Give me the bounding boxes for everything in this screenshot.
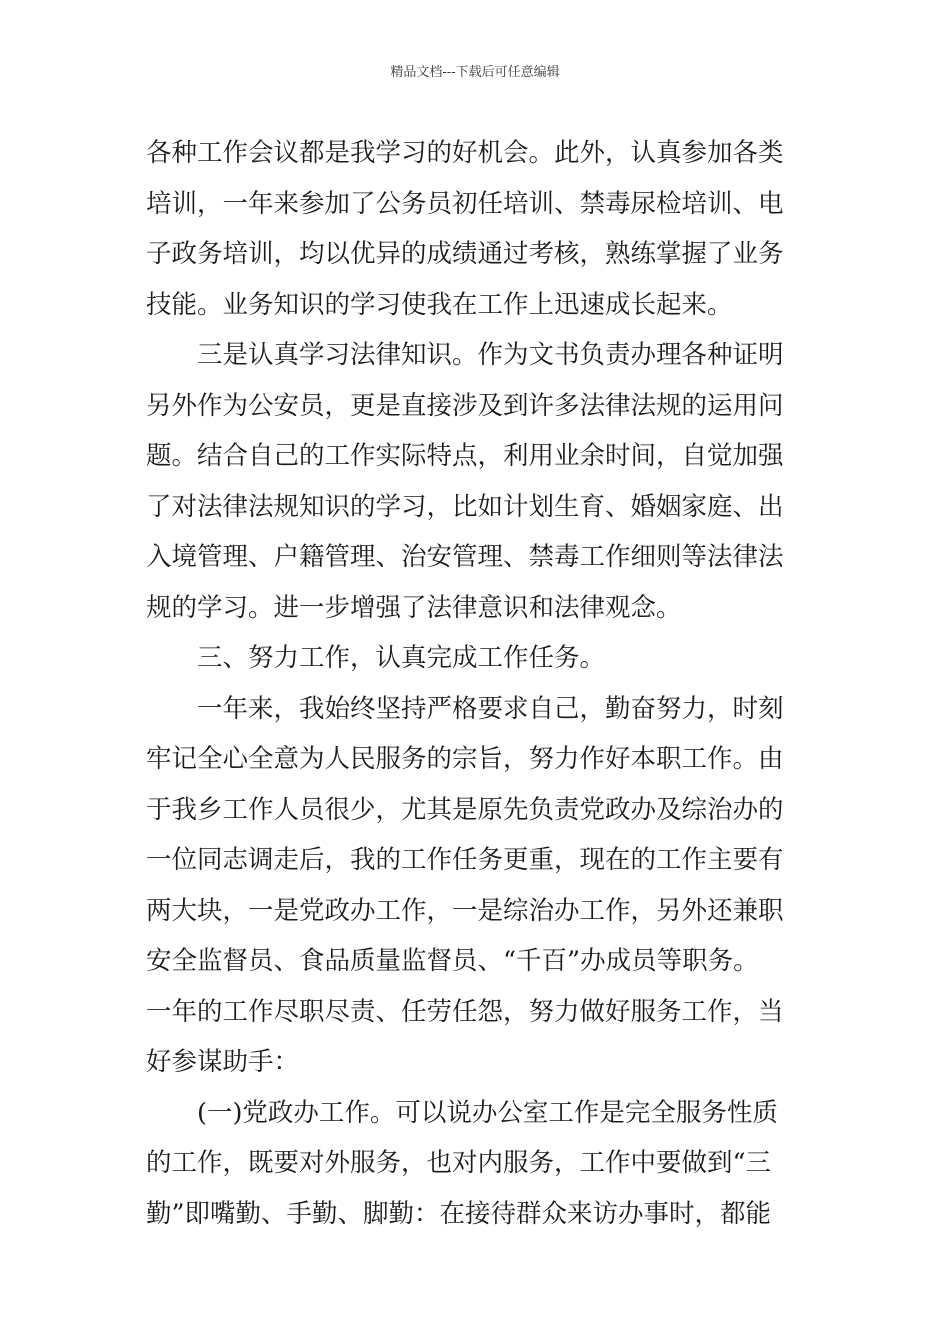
text-line: 好参谋助手： (146, 1047, 300, 1077)
text-line: 规的学习。进一步增强了法律意识和法律观念。 (146, 592, 682, 623)
text-line: 一年来，我始终坚持严格要求自己，勤奋努力，时刻 (197, 693, 784, 724)
text-line: 题。结合自己的工作实际特点，利用业余时间，自觉加强 (146, 441, 784, 471)
text-line: 一年的工作尽职尽责、任劳任怨，努力做好服务工作，当 (146, 996, 784, 1027)
text-line: 各种工作会议都是我学习的好机会。此外，认真参加各类 (146, 138, 784, 168)
text-line: 牢记全心全意为人民服务的宗旨，努力作好本职工作。由 (146, 744, 784, 774)
text-line: 另外作为公安员，更是直接涉及到许多法律法规的运用问 (146, 390, 784, 421)
text-line: 技能。业务知识的学习使我在工作上迅速成长起来。 (146, 289, 733, 320)
text-line: (一)党政办工作。可以说办公室工作是完全服务性质 (197, 1097, 778, 1128)
text-line: 的工作，既要对外服务，也对内服务，工作中要做到“三 (146, 1148, 772, 1178)
text-line: 培训，一年来参加了公务员初任培训、禁毒尿检培训、电 (146, 188, 784, 219)
text-line: 一位同志调走后，我的工作任务更重，现在的工作主要有 (146, 845, 784, 875)
text-line: 两大块，一是党政办工作，一是综治办工作，另外还兼职 (146, 895, 784, 926)
text-line: 子政务培训，均以优异的成绩通过考核，熟练掌握了业务 (146, 239, 784, 269)
page-header: 精品文档---下载后可任意编辑 (390, 65, 560, 80)
text-line: 了对法律法规知识的学习，比如计划生育、婚姻家庭、出 (146, 491, 784, 522)
section-heading: 三、努力工作，认真完成工作任务。 (197, 643, 606, 673)
text-line: 三是认真学习法律知识。作为文书负责办理各种证明 (197, 340, 784, 370)
document-body (146, 128, 806, 1239)
text-line: 入境管理、户籍管理、治安管理、禁毒工作细则等法律法 (146, 542, 784, 572)
text-line: 于我乡工作人员很少，尤其是原先负责党政办及综治办的 (146, 794, 784, 825)
text-line: 安全监督员、食品质量监督员、“千百”办成员等职务。 (146, 946, 759, 976)
text-line: 勤”即嘴勤、手勤、脚勤：在接待群众来访办事时，都能 (146, 1198, 772, 1229)
